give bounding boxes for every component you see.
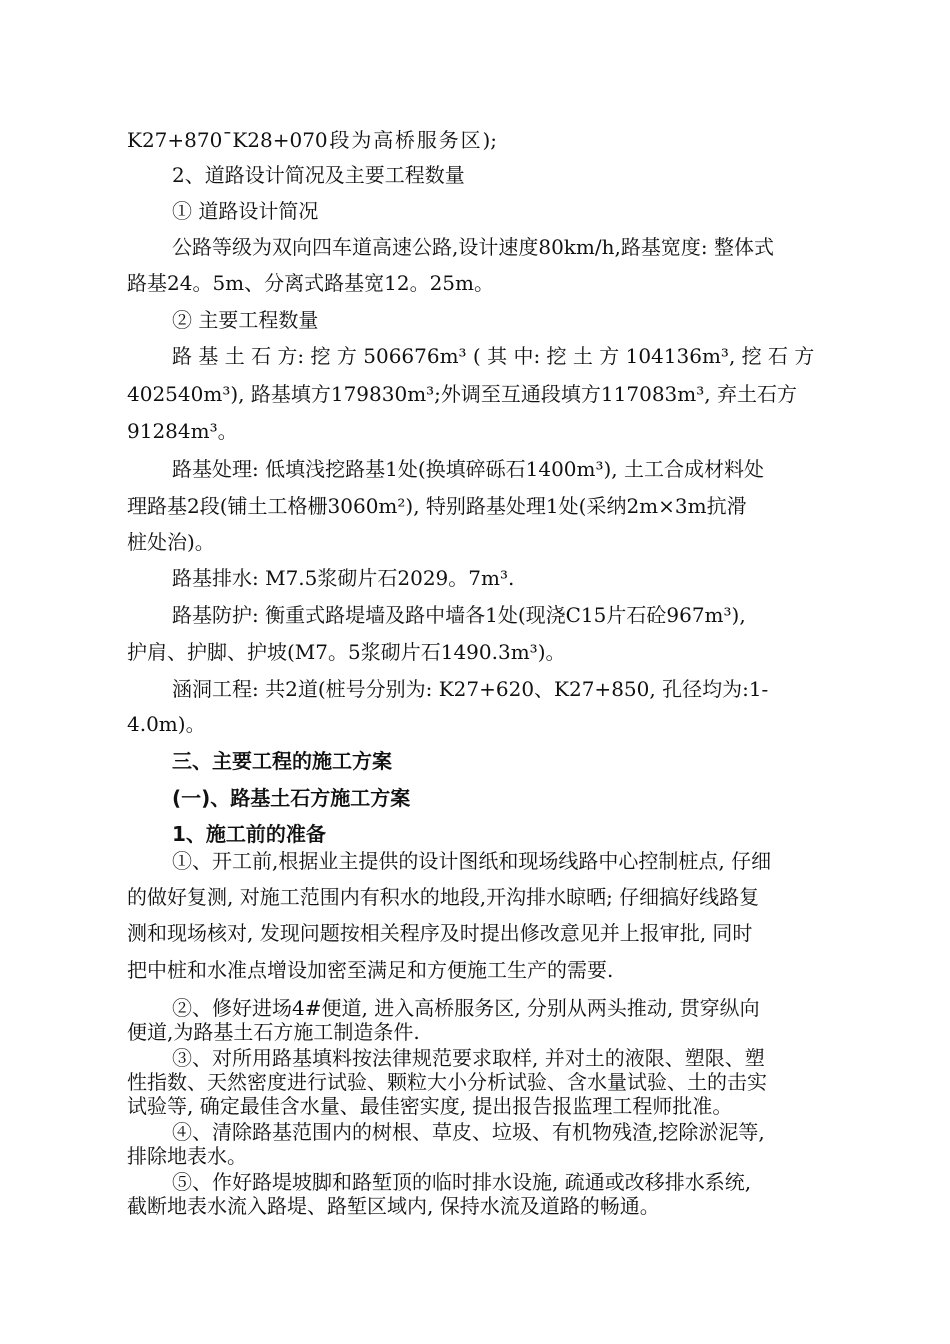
text-line: 路基处理: 低填浅挖路基1处(换填碎砾石1400m³), 土工合成材料处 bbox=[172, 457, 765, 481]
text-line: 涵洞工程: 共2道(桩号分别为: K27+620、K27+850, 孔径均为:1- bbox=[172, 677, 769, 701]
subsection-heading: (一)、路基土石方施工方案 bbox=[172, 786, 411, 810]
text-line: 排除地表水。 bbox=[127, 1144, 247, 1168]
text-line: 路 基 土 石 方: 挖 方 506676m³ ( 其 中: 挖 土 方 104136m³, 挖 石 方 bbox=[172, 344, 815, 368]
section-subheading: 2、道路设计简况及主要工程数量 bbox=[172, 163, 465, 187]
text-line: 便道,为路基土石方施工制造条件. bbox=[127, 1020, 420, 1044]
text-line: 性指数、天然密度进行试验、颗粒大小分析试验、含水量试验、土的击实 bbox=[127, 1070, 767, 1094]
item-heading: ② 主要工程数量 bbox=[172, 308, 319, 332]
text-line: 公路等级为双向四车道高速公路,设计速度80km/h,路基宽度: 整体式 bbox=[172, 235, 774, 259]
section-heading: 三、主要工程的施工方案 bbox=[172, 749, 392, 773]
text-line: 的做好复测, 对施工范围内有积水的地段,开沟排水晾晒; 仔细搞好线路复 bbox=[127, 885, 760, 909]
text-line: 路基24。5m、分离式路基宽12。25m。 bbox=[127, 271, 495, 295]
text-line: 91284m³。 bbox=[127, 419, 238, 443]
text-line: 护肩、护脚、护坡(M7。5浆砌片石1490.3m³)。 bbox=[127, 640, 566, 664]
text-line: 4.0m)。 bbox=[127, 712, 206, 736]
text-line: ④、清除路基范围内的树根、草皮、垃圾、有机物残渣,挖除淤泥等, bbox=[172, 1120, 765, 1144]
text-line: ①、开工前,根据业主提供的设计图纸和现场线路中心控制桩点, 仔细 bbox=[172, 849, 772, 873]
subsection-heading: 1、施工前的准备 bbox=[172, 822, 326, 846]
text-line: ②、修好进场4#便道, 进入高桥服务区, 分别从两头推动, 贯穿纵向 bbox=[172, 996, 760, 1020]
text-line: ③、对所用路基填料按法律规范要求取样, 并对土的液限、塑限、塑 bbox=[172, 1046, 765, 1070]
text-line: K27+870¯K28+070段为高桥服务区); bbox=[127, 128, 497, 152]
text-line: 桩处治)。 bbox=[127, 530, 215, 554]
text-line: 把中桩和水准点增设加密至满足和方便施工生产的需要. bbox=[127, 958, 614, 982]
text-line: ⑤、作好路堤坡脚和路堑顶的临时排水设施, 疏通或改移排水系统, bbox=[172, 1170, 752, 1194]
text-line: 路基防护: 衡重式路堤墙及路中墙各1处(现浇C15片石砼967m³), bbox=[172, 603, 746, 627]
text-line: 402540m³), 路基填方179830m³;外调至互通段填方117083m³, 弃土石方 bbox=[127, 382, 797, 406]
text-line: 截断地表水流入路堤、路堑区域内, 保持水流及道路的畅通。 bbox=[127, 1194, 660, 1218]
text-line: 试验等, 确定最佳含水量、最佳密实度, 提出报告报监理工程师批准。 bbox=[127, 1094, 733, 1118]
text-line: 理路基2段(铺土工格栅3060m²), 特别路基处理1处(采纳2m×3m抗滑 bbox=[127, 494, 747, 518]
item-heading: ① 道路设计简况 bbox=[172, 199, 319, 223]
text-line: 测和现场核对, 发现问题按相关程序及时提出修改意见并上报审批, 同时 bbox=[127, 921, 753, 945]
text-line: 路基排水: M7.5浆砌片石2029。7m³. bbox=[172, 566, 515, 590]
